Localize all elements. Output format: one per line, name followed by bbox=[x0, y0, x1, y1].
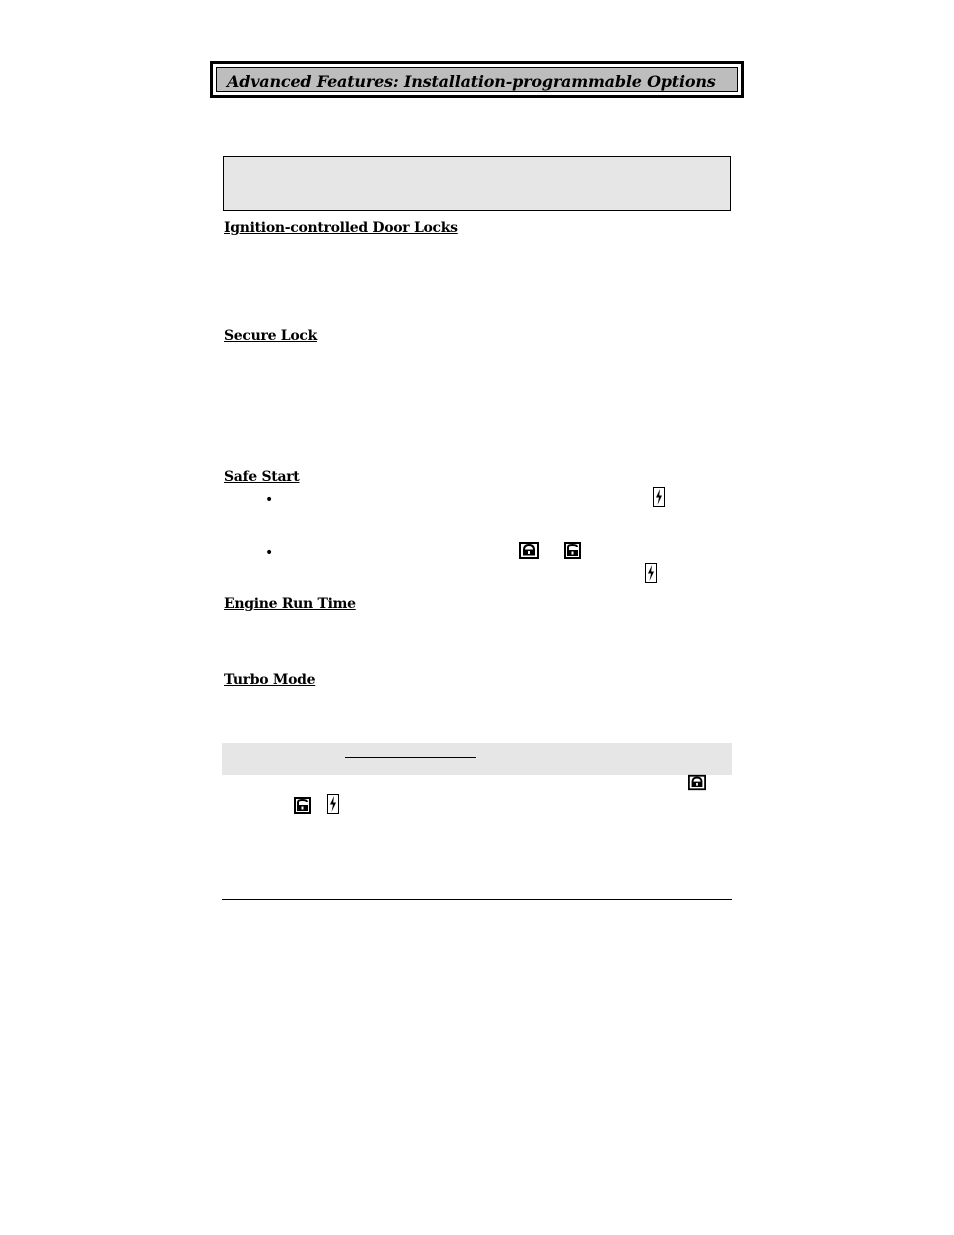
unlock-icon bbox=[294, 797, 311, 814]
safe-start-bullet-1: • bbox=[265, 492, 274, 508]
lock-icon bbox=[519, 542, 539, 559]
heading-ignition-door-locks: Ignition-controlled Door Locks bbox=[224, 220, 458, 236]
heading-secure-lock: Secure Lock bbox=[224, 328, 317, 344]
header-banner-inner bbox=[216, 67, 738, 92]
heading-safe-start: Safe Start bbox=[224, 469, 300, 485]
turbo-note-underline bbox=[345, 757, 476, 758]
footer-rule bbox=[222, 899, 732, 900]
lightning-icon bbox=[645, 563, 657, 583]
heading-turbo-mode: Turbo Mode bbox=[224, 672, 316, 688]
note-box bbox=[223, 156, 731, 211]
heading-engine-run-time: Engine Run Time bbox=[224, 596, 356, 612]
lock-icon bbox=[688, 774, 706, 791]
page-title: Advanced Features: Installation-programmable Options bbox=[227, 72, 716, 91]
turbo-note-band bbox=[222, 743, 732, 775]
safe-start-bullet-2: • bbox=[265, 545, 274, 561]
lightning-icon bbox=[327, 794, 339, 814]
header-banner bbox=[210, 61, 744, 98]
unlock-icon bbox=[564, 542, 581, 559]
lightning-icon bbox=[653, 487, 665, 507]
